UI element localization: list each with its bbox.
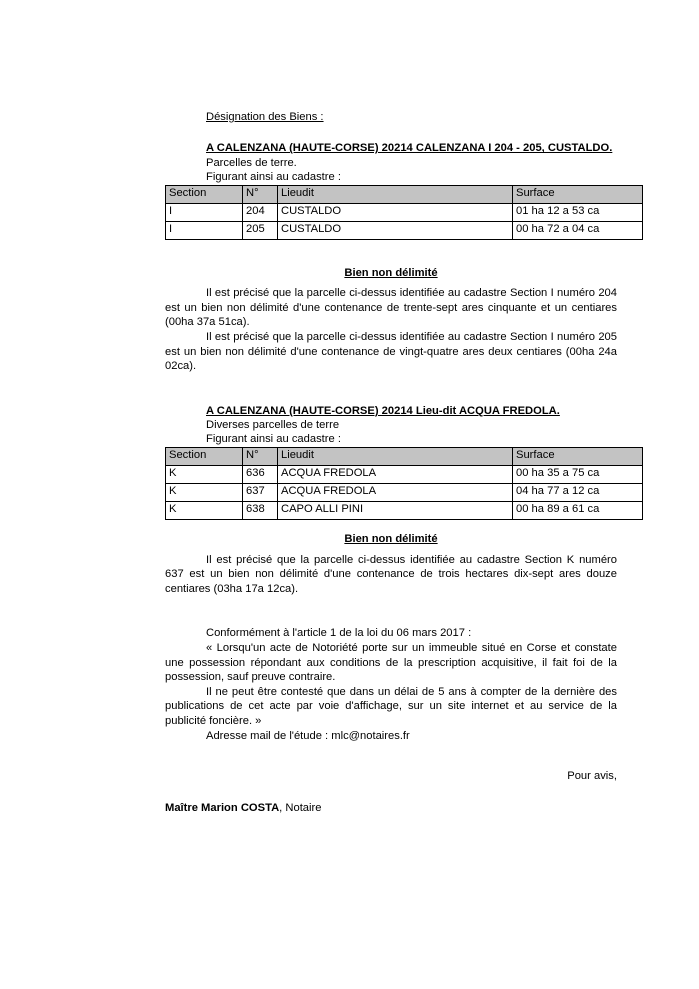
- cell-lieudit: ACQUA FREDOLA: [278, 484, 513, 502]
- property-section-2: [165, 404, 617, 597]
- section-title: A CALENZANA (HAUTE-CORSE) 20214 Lieu-dit ACQUA FREDOLA.: [206, 404, 560, 417]
- cadastre-table-1: [165, 185, 643, 240]
- cell-numero: 638: [243, 502, 278, 520]
- pour-avis-note: Pour avis,: [567, 770, 617, 783]
- spacer: [165, 240, 617, 266]
- spacer: [165, 124, 617, 141]
- cell-numero: 204: [243, 203, 278, 221]
- table-row: [166, 221, 643, 239]
- legal-intro: Conformément à l'article 1 de la loi du 06 mars 2017 :: [206, 627, 472, 640]
- column-header-lieudit: Lieudit: [278, 185, 513, 203]
- table-row: [166, 502, 643, 520]
- cell-surface: 00 ha 35 a 75 ca: [513, 466, 643, 484]
- column-header-surface: Surface: [513, 185, 643, 203]
- signature-line: [165, 801, 617, 815]
- table-header-row: [166, 448, 643, 466]
- study-email-line: Adresse mail de l'étude : mlc@notaires.fr: [206, 729, 410, 742]
- signer-name: Maître Marion COSTA: [165, 801, 280, 814]
- cell-lieudit: CAPO ALLI PINI: [278, 502, 513, 520]
- table-header: [166, 448, 643, 466]
- cadastre-intro: Figurant ainsi au cadastre :: [206, 170, 341, 183]
- column-header-lieudit: Lieudit: [278, 448, 513, 466]
- table-header-row: [166, 185, 643, 203]
- cell-section: K: [166, 502, 243, 520]
- cadastre-table-2: [165, 447, 643, 520]
- cadastre-intro: Figurant ainsi au cadastre :: [206, 433, 341, 446]
- table-row: [166, 466, 643, 484]
- cell-section: K: [166, 466, 243, 484]
- table-header: [166, 185, 643, 203]
- bien-non-delimite-heading: Bien non délimité: [344, 266, 438, 279]
- column-header-numero: N°: [243, 448, 278, 466]
- property-section-1: [165, 141, 617, 373]
- column-header-numero: N°: [243, 185, 278, 203]
- signer-title: , Notaire: [279, 801, 322, 814]
- cell-surface: 01 ha 12 a 53 ca: [513, 203, 643, 221]
- bien-non-delimite-paragraph: Il est précisé que la parcelle ci-dessus identifiée au cadastre Section I numéro 205 est un bien non délimité d'une contenance de vingt-quatre ares deux centiares (00ha 24a 02ca).: [165, 331, 617, 373]
- column-header-surface: Surface: [513, 448, 643, 466]
- cell-surface: 00 ha 72 a 04 ca: [513, 221, 643, 239]
- table-row: [166, 484, 643, 502]
- column-header-section: Section: [166, 185, 243, 203]
- legal-section: [165, 626, 617, 743]
- section-subtitle: Diverses parcelles de terre: [206, 419, 340, 432]
- cell-lieudit: CUSTALDO: [278, 203, 513, 221]
- bien-non-delimite-paragraph: Il est précisé que la parcelle ci-dessus identifiée au cadastre Section I numéro 204 est un bien non délimité d'une contenance de trente-sept ares cinquante et un centiares (00ha 37a 51ca).: [165, 287, 617, 329]
- spacer: [165, 784, 617, 801]
- spacer: [165, 520, 617, 532]
- table-body: [166, 203, 643, 239]
- cell-surface: 04 ha 77 a 12 ca: [513, 484, 643, 502]
- table-row: [166, 203, 643, 221]
- cell-section: K: [166, 484, 243, 502]
- spacer: [165, 743, 617, 769]
- spacer: [165, 374, 617, 404]
- cell-numero: 205: [243, 221, 278, 239]
- cell-numero: 636: [243, 466, 278, 484]
- section-subtitle: Parcelles de terre.: [206, 156, 297, 169]
- bien-non-delimite-paragraph: Il est précisé que la parcelle ci-dessus identifiée au cadastre Section K numéro 637 est un bien non délimité d'une contenance de trois hectares dix-sept ares douze centiares (03ha 17a 12ca).: [165, 553, 617, 595]
- cell-surface: 00 ha 89 a 61 ca: [513, 502, 643, 520]
- table-body: [166, 466, 643, 520]
- column-header-section: Section: [166, 448, 243, 466]
- legal-quote-paragraph-1: « Lorsqu'un acte de Notoriété porte sur un immeuble situé en Corse et constate une possession répondant aux conditions de la prescription acquisitive, il fait foi de la possession, sauf preuve contraire.: [165, 641, 617, 684]
- document-heading: Désignation des Biens :: [206, 111, 324, 123]
- cell-section: I: [166, 203, 243, 221]
- cell-numero: 637: [243, 484, 278, 502]
- legal-quote-paragraph-2: Il ne peut être contesté que dans un délai de 5 ans à compter de la dernière des publications de cet acte par voie d'affichage, sur un site internet et au service de la publicité foncière. »: [165, 685, 617, 727]
- cell-lieudit: CUSTALDO: [278, 221, 513, 239]
- cell-section: I: [166, 221, 243, 239]
- document-content: [165, 110, 617, 815]
- section-title: A CALENZANA (HAUTE-CORSE) 20214 CALENZANA I 204 - 205, CUSTALDO.: [206, 142, 613, 155]
- bien-non-delimite-heading: Bien non délimité: [344, 533, 438, 546]
- cell-lieudit: ACQUA FREDOLA: [278, 466, 513, 484]
- spacer: [165, 596, 617, 626]
